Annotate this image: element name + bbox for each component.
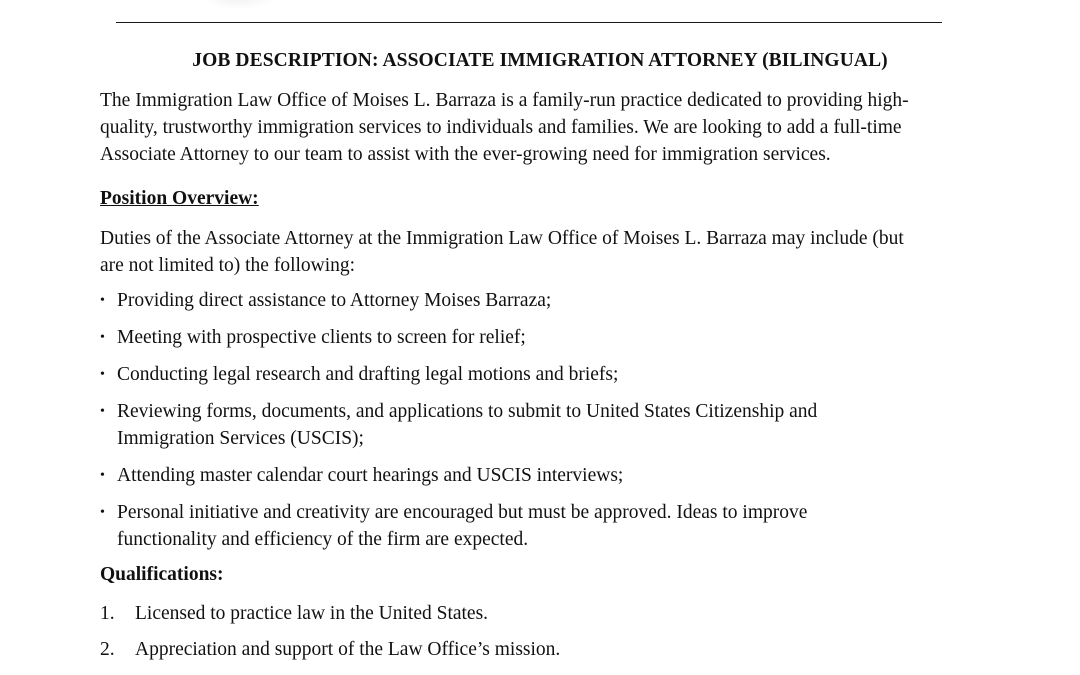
logo-shadow: [200, 0, 280, 10]
list-item: [100, 398, 990, 452]
list-item: [100, 361, 990, 388]
duties-line: Duties of the Associate Attorney at the Immigration Law Office of Moises L. Barraza may include (but: [100, 228, 904, 249]
bullet-icon: •: [100, 468, 105, 483]
bullet-icon: •: [100, 404, 105, 419]
duties-line: are not limited to) the following:: [100, 255, 356, 276]
list-item-text: Attending master calendar court hearings and USCIS interviews;: [117, 465, 624, 486]
list-item-text: Meeting with prospective clients to screen for relief;: [117, 327, 526, 348]
intro-paragraph: [100, 87, 990, 168]
list-item: [100, 287, 990, 314]
position-overview-heading: Position Overview:: [100, 188, 259, 209]
list-number: 2.: [100, 639, 115, 660]
qualifications-list: [100, 600, 990, 672]
intro-line: quality, trustworthy immigration services to individuals and families. We are looking to add a full-time: [100, 117, 902, 138]
list-number: 1.: [100, 603, 115, 624]
document-title: JOB DESCRIPTION: ASSOCIATE IMMIGRATION ATTORNEY (BILINGUAL): [192, 50, 888, 71]
list-item-text: Providing direct assistance to Attorney Moises Barraza;: [117, 290, 552, 311]
list-item-text: Immigration Services (USCIS);: [117, 428, 364, 449]
duties-paragraph: [100, 225, 990, 279]
bullet-icon: •: [100, 330, 105, 345]
intro-line: Associate Attorney to our team to assist with the ever-growing need for immigration services.: [100, 144, 831, 165]
list-item-text: Conducting legal research and drafting legal motions and briefs;: [117, 364, 619, 385]
qualifications-heading: Qualifications:: [100, 564, 224, 585]
duties-bullet-list: [100, 287, 990, 563]
header-divider: [116, 22, 942, 23]
list-item-text: Reviewing forms, documents, and applications to submit to United States Citizenship and: [117, 401, 818, 422]
list-item-text: functionality and efficiency of the firm are expected.: [117, 529, 529, 550]
list-item: [100, 636, 990, 663]
list-item: [100, 462, 990, 489]
bullet-icon: •: [100, 293, 105, 308]
list-item-text: Licensed to practice law in the United States.: [135, 603, 489, 624]
bullet-icon: •: [100, 505, 105, 520]
list-item: [100, 600, 990, 627]
list-item: [100, 324, 990, 351]
list-item-text: Appreciation and support of the Law Office’s mission.: [135, 639, 561, 660]
list-item-text: Personal initiative and creativity are encouraged but must be approved. Ideas to improve: [117, 502, 808, 523]
intro-line: The Immigration Law Office of Moises L. Barraza is a family-run practice dedicated to providing high-: [100, 90, 909, 111]
list-item: [100, 499, 990, 553]
bullet-icon: •: [100, 367, 105, 382]
